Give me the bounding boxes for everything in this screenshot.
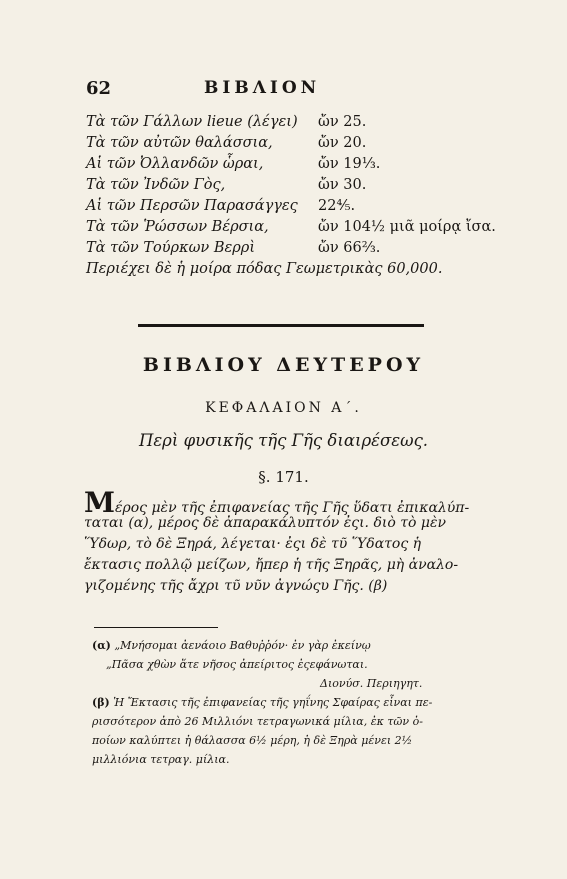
measure-value: ὤν 19⅓.: [318, 156, 381, 172]
footnote-line: ποίων καλύπτει ἡ θάλασσα 6½ μέρη, ἡ δὲ Ξηρὰ μένει 2½: [92, 734, 413, 747]
running-head: [86, 78, 506, 104]
footnotes: [92, 636, 512, 769]
drop-cap: Μ: [84, 486, 115, 519]
measures-table: [86, 114, 506, 283]
measure-label: Αἱ τῶν Περσῶν Παρασάγγες: [86, 198, 298, 214]
body-line: [84, 486, 510, 519]
chapter-title: ΚΕΦΑΛΑΙΟΝ Α΄.: [205, 400, 362, 416]
footnote-line: μιλλιόνια τετραγ. μίλια.: [92, 753, 230, 766]
measure-value: ὤν 104½ μιᾶ μοίρᾳ ἴσα.: [318, 219, 496, 235]
measure-row: [86, 198, 506, 219]
measure-row: [86, 219, 506, 240]
measure-label: Τὰ τῶν Ῥώσσων Βέρσια,: [86, 219, 269, 235]
footnote-line: ρισσότερον ἀπὸ 26 Μιλλιόνι τετραγωνικά μίλια, ἐκ τῶν ὁ-: [92, 715, 423, 728]
body-line: γιζομένης τῆς ἄχρι τῦ νῦν ἀγνώςυ Γῆς. (β): [84, 578, 388, 594]
book-title: ΒΙΒΛΙΟΥ ΔΕΥΤΕΡΟΥ: [142, 354, 425, 376]
measure-value: ὤν 25.: [318, 114, 367, 130]
page-number: 62: [86, 78, 112, 99]
measure-label: Τὰ τῶν Τούρκων Βερρὶ: [86, 240, 256, 256]
footnote-line: [92, 636, 512, 655]
footnote-line: [92, 693, 512, 712]
measure-row: [86, 177, 506, 198]
measure-label: Τὰ τῶν Γάλλων lieue (λέγει): [86, 114, 298, 130]
chapter-subtitle: Περὶ φυσικῆς τῆς Γῆς διαιρέσεως.: [138, 431, 429, 450]
measure-row: [86, 114, 506, 135]
measure-row: [86, 135, 506, 156]
section-divider: [138, 324, 424, 327]
measure-label: Τὰ τῶν Ἰνδῶν Γὸς,: [86, 177, 226, 193]
measure-row: [86, 240, 506, 261]
footnote-signature: Διονύσ. Περιηγητ.: [320, 677, 423, 690]
measure-value: ὤν 20.: [318, 135, 367, 151]
footnote-divider: [94, 627, 218, 628]
footnote-marker: (α): [92, 639, 111, 652]
body-line: Ὕδωρ, τὸ δὲ Ξηρά, λέγεται· ἐςι δὲ τῦ Ὕδατος ἡ: [84, 536, 422, 552]
section-number: §. 171.: [258, 468, 309, 486]
body-line: ἔκτασις πολλῷ μείζων, ἤπερ ἡ τῆς Ξηρᾶς, μὴ ἀναλο-: [84, 557, 459, 573]
footnote-marker: (β): [92, 696, 110, 709]
body-line: ταται (α), μέρος δὲ ἀπαρακάλυπτόν ἐςι. διὸ τὸ μὲν: [84, 515, 447, 531]
measure-value: 22⅘.: [318, 198, 356, 214]
running-title: ΒΙΒΛΙΟΝ: [204, 78, 321, 98]
footnote-text: Ἡ Ἔκτασις τῆς ἐπιφανείας τῆς γηΐνης Σφαίρας εἶναι πε-: [113, 696, 433, 709]
footnote-text: „Μνήσομαι ἀενάοιο Βαθυῤῥόν· ἐν γὰρ ἐκείνῳ: [114, 639, 371, 652]
body-paragraph: [84, 486, 510, 597]
measure-label: Τὰ τῶν αὐτῶν θαλάσσια,: [86, 135, 273, 151]
measures-total: Περιέχει δὲ ἡ μοίρα πόδας Γεωμετρικὰς 60,000.: [86, 261, 443, 277]
measure-value: ὤν 30.: [318, 177, 367, 193]
body-line-text: έρος μὲν τῆς ἐπιφανείας τῆς Γῆς ὕδατι ἐπικαλύπ-: [115, 500, 470, 516]
measure-row: [86, 156, 506, 177]
footnote-line: „Πᾶσα χθὼν ἅτε νῆσος ἀπείριτος ἐςεφάνωται.: [106, 658, 368, 671]
measure-value: ὤν 66⅔.: [318, 240, 381, 256]
measure-label: Αἱ τῶν Ὀλλανδῶν ὧραι,: [86, 156, 264, 172]
